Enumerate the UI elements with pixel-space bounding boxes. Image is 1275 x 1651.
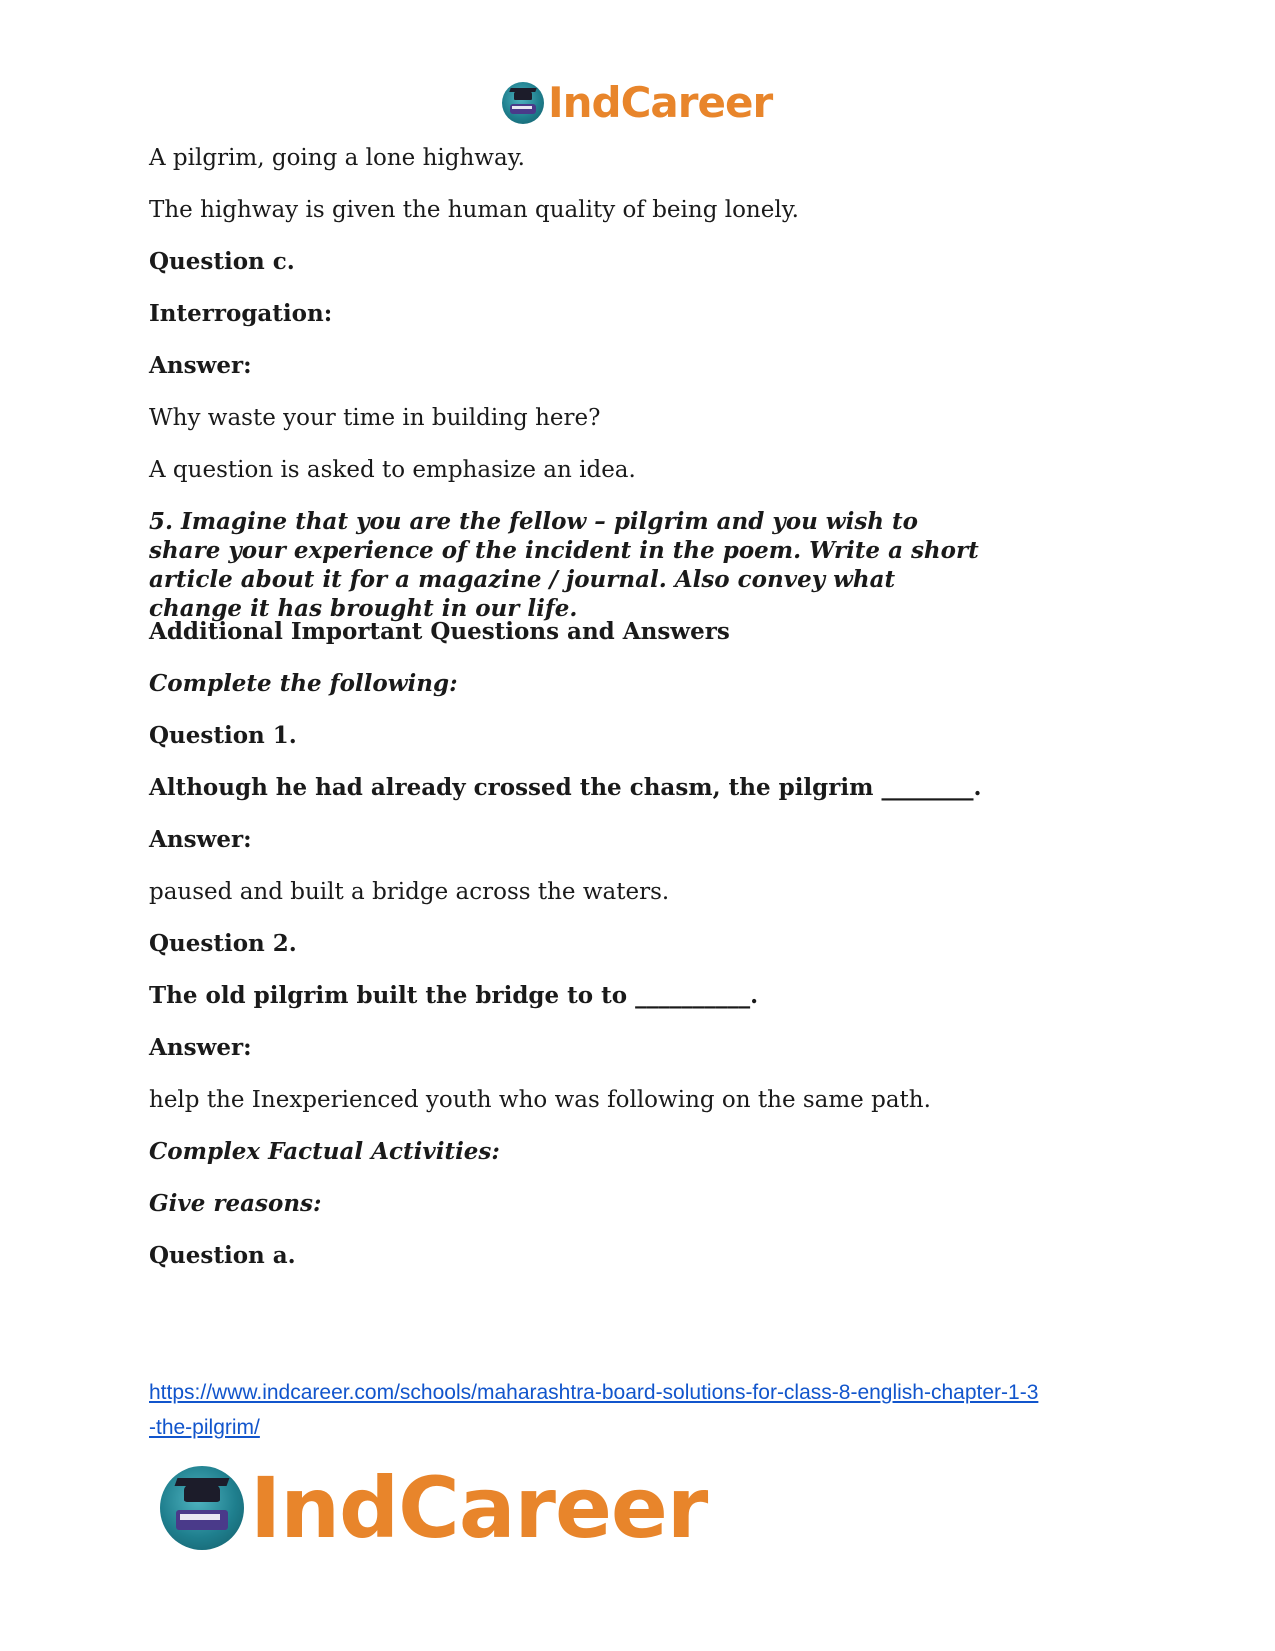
question-text: The old pilgrim built the bridge to to __________. — [149, 982, 759, 1009]
graduation-cap-book-globe-icon — [502, 82, 544, 124]
text-paragraph: A question is asked to emphasize an idea. — [149, 457, 636, 483]
section-subheading: Give reasons: — [149, 1190, 322, 1217]
header-logo — [502, 78, 772, 128]
source-link[interactable] — [149, 1375, 1129, 1445]
question-heading: Question c. — [149, 248, 295, 275]
answer-label: Answer: — [149, 1034, 252, 1061]
question-heading: Question 1. — [149, 722, 297, 749]
question-heading: Question 2. — [149, 930, 297, 957]
logo-wordmark: IndCareer — [548, 78, 773, 127]
answer-text: help the Inexperienced youth who was following on the same path. — [149, 1087, 931, 1113]
graduation-cap-book-globe-icon — [160, 1466, 244, 1550]
question-prompt: 5. Imagine that you are the fellow – pilgrim and you wish to share your experience of the incident in the poem. Write a short article about it for a magazine / journal. Also convey what change it has brought in our life. — [149, 508, 979, 622]
question-text: Although he had already crossed the chasm, the pilgrim ________. — [149, 774, 982, 801]
section-subheading: Complex Factual Activities: — [149, 1138, 500, 1165]
answer-label: Answer: — [149, 352, 252, 379]
source-link-line-2[interactable]: -the-pilgrim/ — [149, 1416, 260, 1439]
answer-label: Answer: — [149, 826, 252, 853]
text-paragraph: The highway is given the human quality of being lonely. — [149, 197, 799, 223]
section-subheading: Complete the following: — [149, 670, 458, 697]
question-heading: Question a. — [149, 1242, 296, 1269]
answer-text: paused and built a bridge across the waters. — [149, 879, 670, 905]
logo-wordmark: IndCareer — [250, 1459, 708, 1557]
text-paragraph: A pilgrim, going a lone highway. — [149, 145, 525, 171]
text-paragraph: Why waste your time in building here? — [149, 405, 601, 431]
section-heading: Additional Important Questions and Answers — [149, 618, 730, 645]
footer-logo — [160, 1458, 707, 1558]
source-link-line-1[interactable]: https://www.indcareer.com/schools/maharashtra-board-solutions-for-class-8-english-chapter-1-3 — [149, 1381, 1039, 1404]
section-label: Interrogation: — [149, 300, 333, 327]
